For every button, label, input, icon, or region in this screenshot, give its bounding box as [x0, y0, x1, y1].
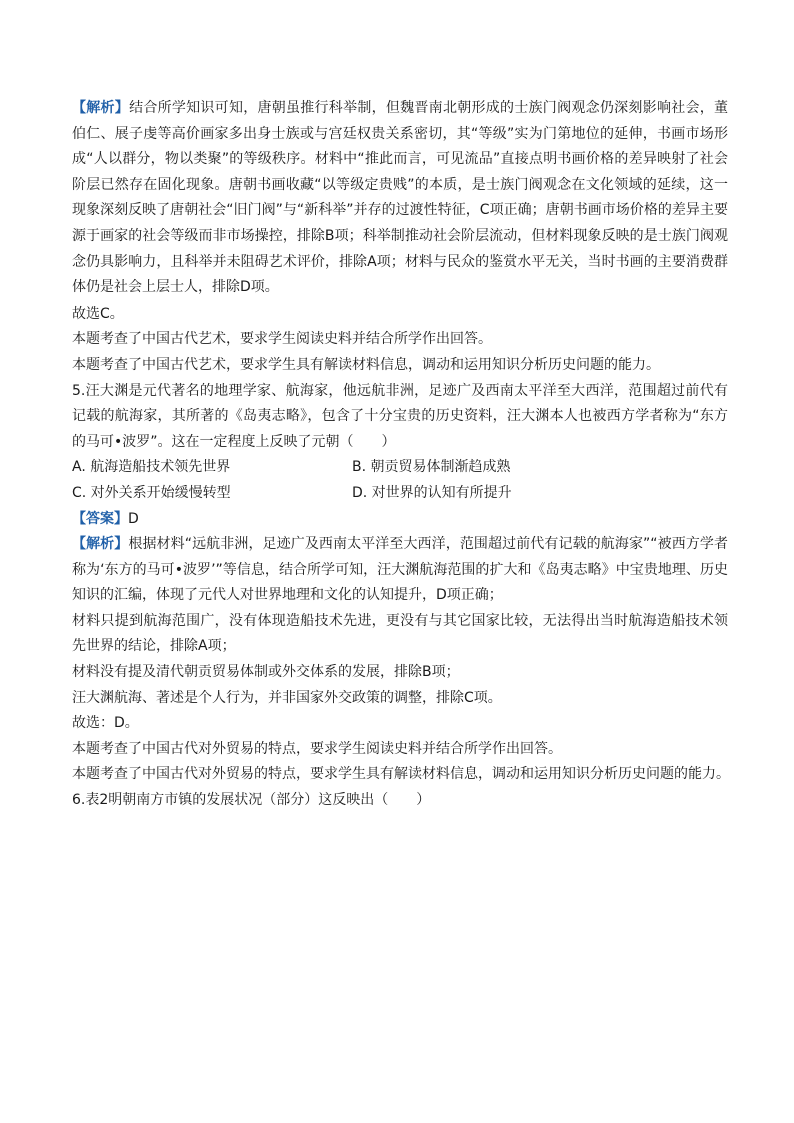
answer-value: D	[128, 510, 139, 527]
analysis-tag: 【解析】	[72, 100, 130, 116]
option-c: C. 对外关系开始缓慢转型	[72, 484, 231, 501]
options-row	[72, 481, 728, 507]
analysis-text: 结合所学知识可知，唐朝虽推行科举制，但魏晋南北朝形成的士族门阀观念仍深刻影响社会，董伯仁、展子虔等高价画家多出身士族或与宫廷权贵关系密切，其“等级”实为门第地位的延伸，书画市场形成“人以群分，物以类聚”的等级秩序。材料中“推此而言，可见流品”直接点明书画价格的差异映射了社会阶层已然存在固化现象。唐朝书画收藏“以等级定贵贱”的本质，是士族门阀观念在文化领域的延续，这一现象深刻反映了唐朝社会“旧门阀”与“新科举”并存的过渡性特征，C项正确；唐朝书画市场价格的差异主要源于画家的社会等级而非市场操控，排除B项；科举制推动社会阶层流动，但材料现象反映的是士族门阀观念仍具影响力，且科举并未阻碍艺术评价，排除A项；材料与民众的鉴赏水平无关，当时书画的主要消费群体仍是社会上层士人，排除D项。	[72, 100, 729, 296]
analysis-paragraph	[72, 532, 728, 609]
note-line: 本题考查了中国古代艺术，要求学生阅读史料并结合所学作出回答。	[72, 331, 492, 348]
choice-line: 故选C。	[72, 305, 124, 322]
document-page	[72, 96, 728, 814]
options-row	[72, 455, 728, 481]
option-b: B. 朝贡贸易体制渐趋成熟	[352, 459, 511, 476]
question-6-stem: 6.表2明朝南方市镇的发展状况（部分）这反映出（ ）	[72, 792, 431, 809]
note-line: 本题考查了中国古代艺术，要求学生具有解读材料信息，调动和运用知识分析历史问题的能力。	[72, 356, 660, 373]
note-line: 本题考查了中国古代对外贸易的特点，要求学生阅读史料并结合所学作出回答。	[72, 740, 562, 757]
analysis-text: 根据材料“远航非洲，足迹广及西南太平洋至大西洋，范围超过前代有记载的航海家”“被西方学者称为‘东方的马可•波罗’”等信息，结合所学可知，汪大渊航海范围的扩大和《岛夷志略》中宝贵地理、历史知识的汇编，体现了元代人对世界地理和文化的认知提升，D项正确；	[72, 536, 728, 604]
analysis-line: 材料没有提及清代朝贡贸易体制或外交体系的发展，排除B项；	[72, 664, 460, 681]
option-d: D. 对世界的认知有所提升	[352, 484, 512, 501]
analysis-line: 汪大渊航海、著述是个人行为，并非国家外交政策的调整，排除C项。	[72, 689, 502, 706]
analysis-paragraph	[72, 96, 728, 301]
question-5-stem: 5.汪大渊是元代著名的地理学家、航海家，他远航非洲，足迹广及西南太平洋至大西洋，范围超过前代有记载的航海家，其所著的《岛夷志略》，包含了十分宝贵的历史资料，汪大渊本人也被西方学者称为“东方的马可•波罗”。这在一定程度上反映了元朝（ ）	[72, 382, 728, 450]
analysis-line: 材料只提到航海范围广，没有体现造船技术先进，更没有与其它国家比较，无法得出当时航海造船技术领先世界的结论，排除A项；	[72, 612, 728, 655]
answer-tag: 【答案】	[72, 510, 128, 527]
choice-line: 故选：D。	[72, 715, 139, 732]
note-line: 本题考查了中国古代对外贸易的特点，要求学生具有解读材料信息，调动和运用知识分析历史问题的能力。	[72, 766, 730, 783]
analysis-tag: 【解析】	[72, 536, 129, 553]
option-a: A. 航海造船技术领先世界	[72, 459, 231, 476]
answer-line	[72, 507, 728, 533]
